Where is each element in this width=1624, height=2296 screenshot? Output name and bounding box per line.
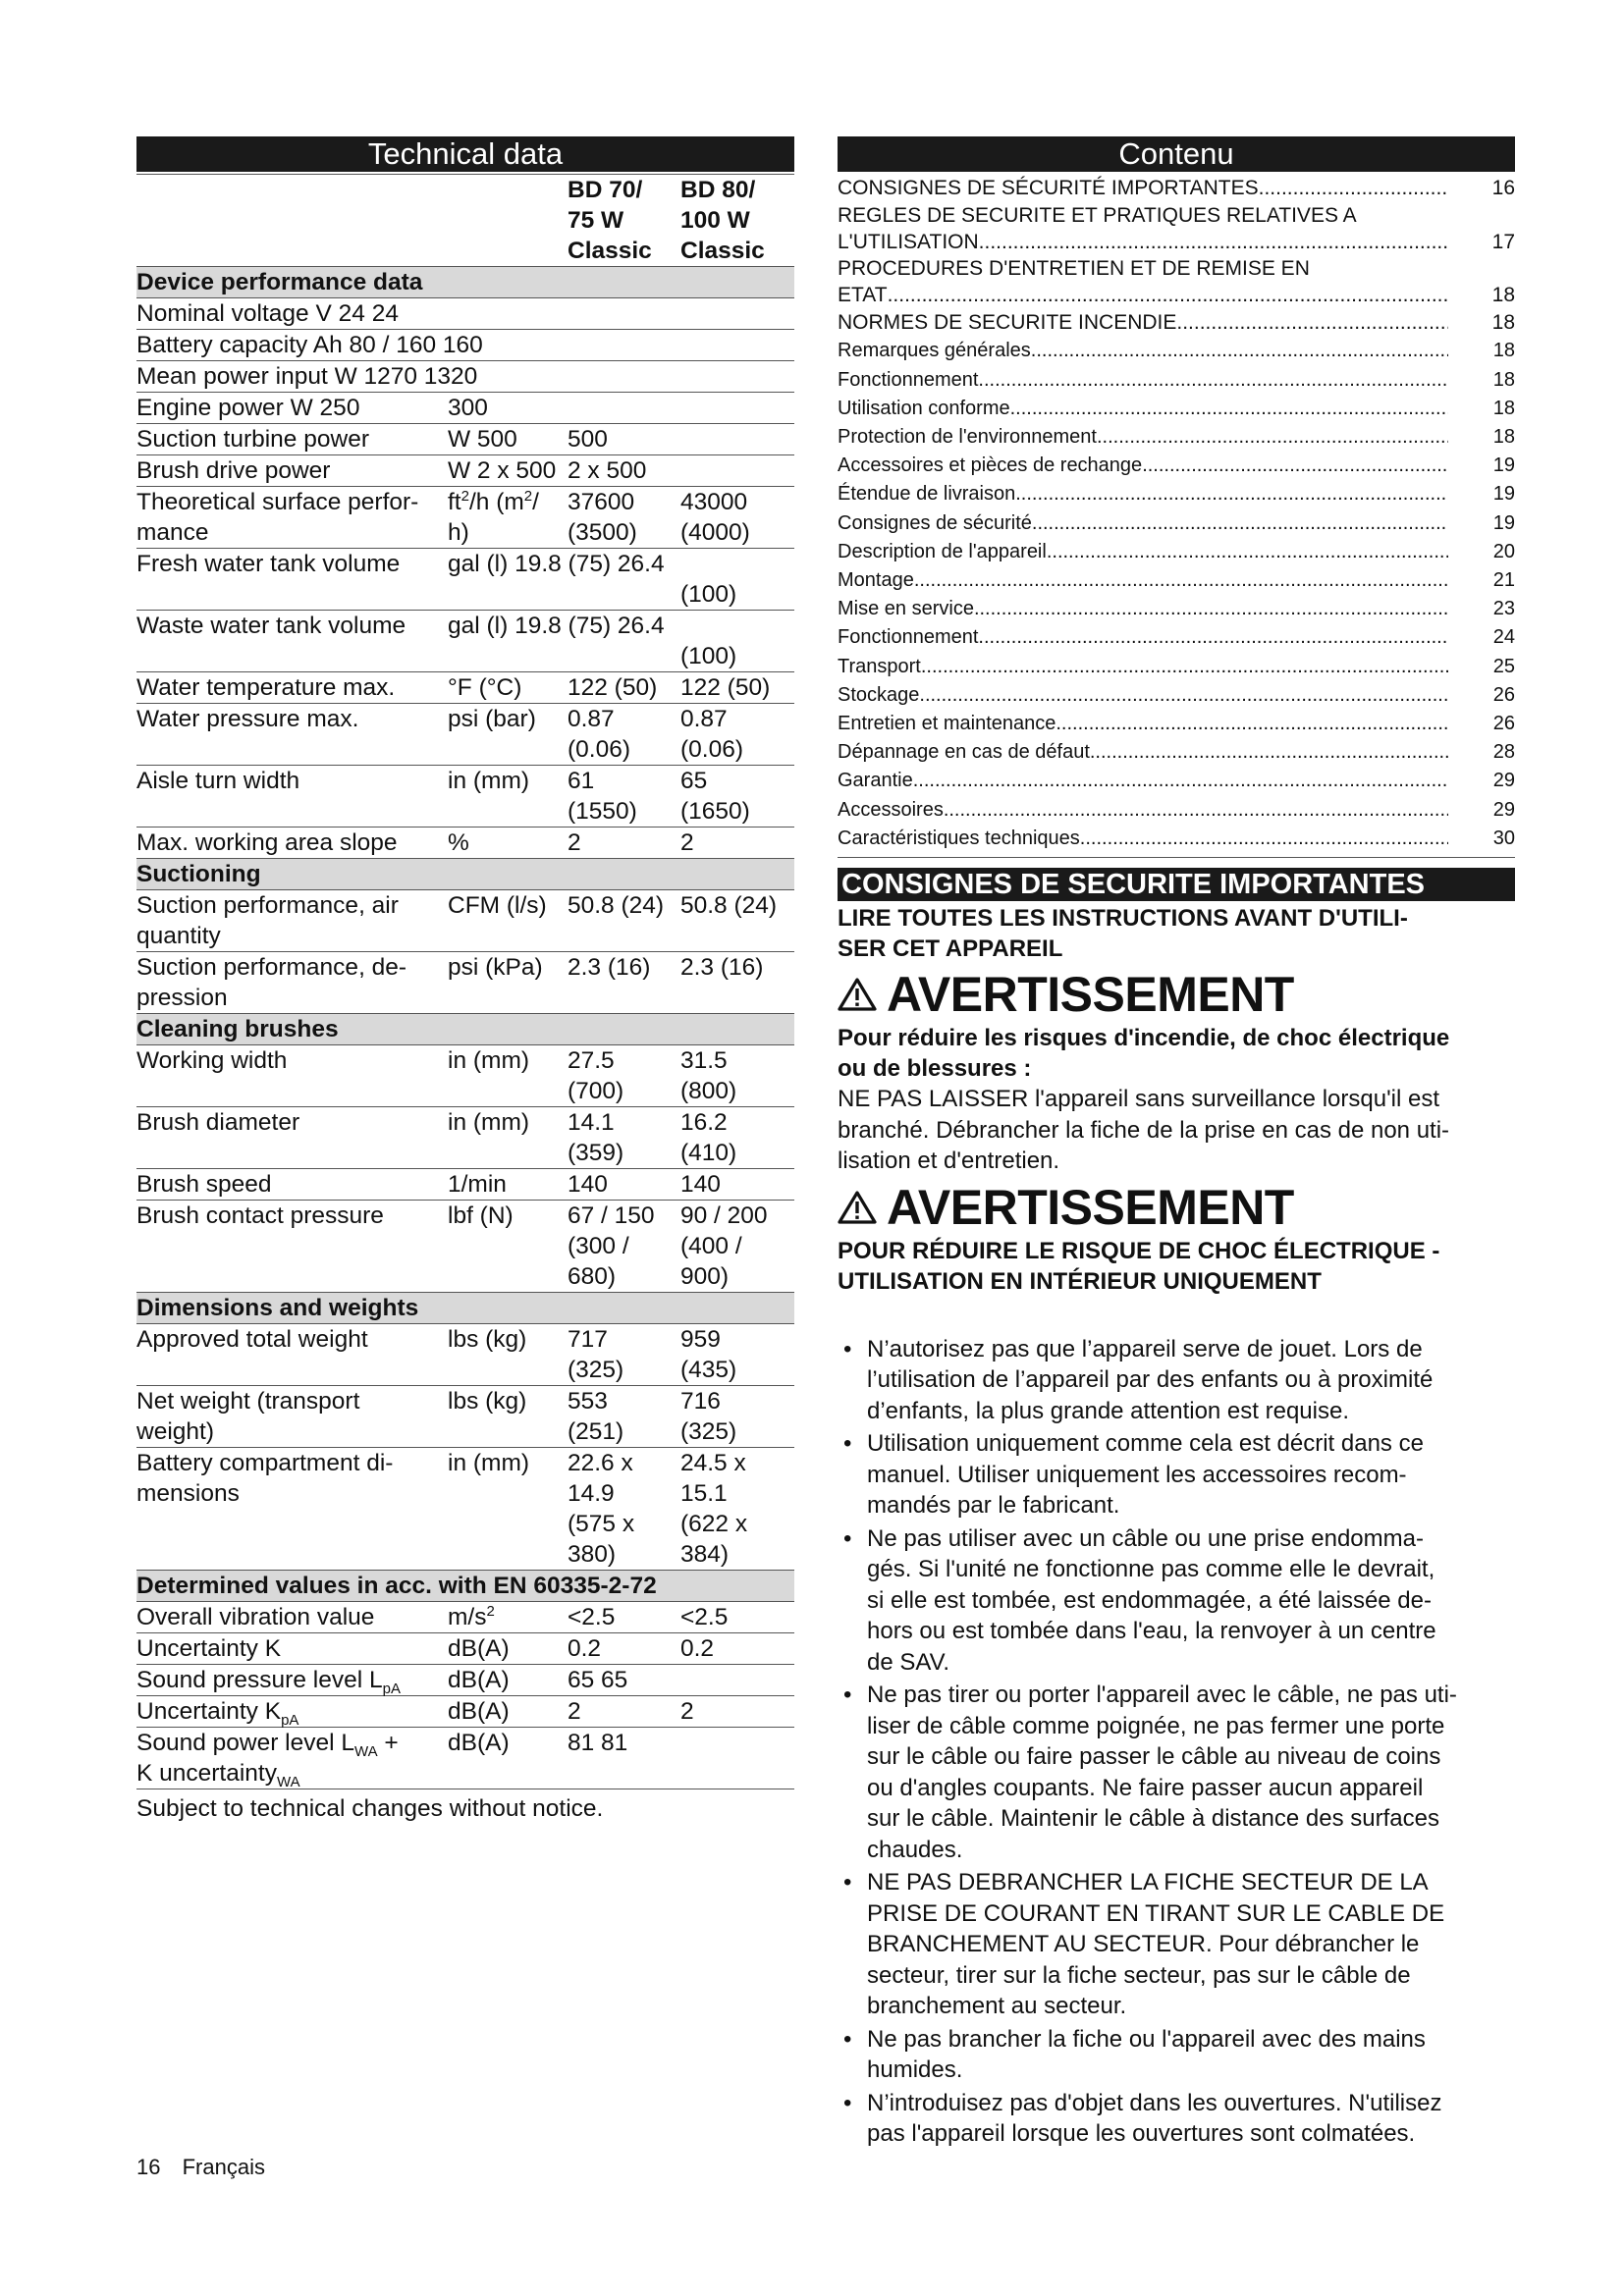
warning-title-2: AVERTISSEMENT: [887, 1179, 1294, 1235]
warning-1-text: NE PAS LAISSER l'appareil sans surveillance lorsqu'il est branché. Débrancher la fiche de la prise en cas de non uti- lisation et d'entretien.: [838, 1086, 1450, 1175]
spec-label: Max. working area slope: [136, 828, 448, 859]
toc-entry[interactable]: [838, 174, 1515, 202]
spec-value-bd80: 2: [680, 828, 794, 859]
toc-leader-dots: [914, 566, 1448, 595]
spec-value-bd80: 90 / 200 (400 / 900): [680, 1201, 794, 1293]
toc-entry[interactable]: [838, 566, 1515, 595]
spec-value-bd70: 61 (1550): [568, 766, 680, 828]
safety-bullet-text: N’introduisez pas d'objet dans les ouvertures. N'utilisez pas l'appareil lorsque les ouvertures sont colmatées.: [867, 2089, 1442, 2148]
spec-value-bd80: 24.5 x 15.1 (622 x 384): [680, 1448, 794, 1571]
toc-leader-dots: [1047, 538, 1448, 566]
spec-row: [136, 828, 794, 859]
spec-label: Sound power level $L_{WA}$ + K uncertainty$_{WA}$: [136, 1728, 448, 1789]
spec-section-row: [136, 1014, 794, 1045]
spec-value-bd80: 140: [680, 1169, 794, 1201]
toc-entry-title: [838, 595, 1448, 623]
toc-entry-text: Dépannage en cas de défaut: [838, 741, 1090, 764]
spec-row: [136, 1633, 794, 1665]
toc-entry[interactable]: [838, 202, 1515, 255]
spec-value-bd70: 140: [568, 1169, 680, 1201]
spec-value-bd70: 81 81: [568, 1728, 680, 1789]
spec-value-bd70: 14.1 (359): [568, 1107, 680, 1169]
spec-row: [136, 1728, 794, 1789]
spec-value-bd80: 16.2 (410): [680, 1107, 794, 1169]
spec-label: Overall vibration value: [136, 1602, 448, 1633]
toc-entry-text: Étendue de livraison: [838, 483, 1016, 506]
footer-language: Français: [182, 2155, 265, 2179]
read-instructions-lead: LIRE TOUTES LES INSTRUCTIONS AVANT D'UTILI- SER CET APPAREIL: [838, 905, 1408, 963]
toc-entry-title: [838, 480, 1448, 508]
spec-unit: W 500: [448, 424, 568, 455]
spec-section-title: Cleaning brushes: [136, 1014, 794, 1045]
toc-leader-dots: [1080, 825, 1448, 853]
spec-label: Brush diameter: [136, 1107, 448, 1169]
spec-value-bd70: 37600 (3500): [568, 487, 680, 549]
spec-value-bd80: 0.2: [680, 1633, 794, 1665]
spec-value-bd70: 22.6 x 14.9 (575 x 380): [568, 1448, 680, 1571]
toc-entry-page: 18: [1492, 397, 1515, 419]
toc-entry[interactable]: [838, 738, 1515, 767]
toc-entry-page: 19: [1492, 454, 1515, 477]
toc-leader-dots: [1032, 509, 1448, 538]
toc-entry[interactable]: [838, 337, 1515, 365]
toc-entry-title-line1: REGLES DE SECURITE ET PRATIQUES RELATIVES A: [838, 204, 1357, 228]
toc-leader-dots: [1031, 337, 1448, 365]
toc-entry[interactable]: [838, 595, 1515, 623]
toc-entry-title: [838, 796, 1448, 825]
spec-unit: CFM (l/s): [448, 890, 568, 952]
spec-section-title: Dimensions and weights: [136, 1293, 794, 1324]
spec-value-bd70: 2.3 (16): [568, 952, 680, 1014]
spec-label: Battery compartment di- mensions: [136, 1448, 448, 1571]
toc-entry-text: Caractéristiques techniques: [838, 827, 1080, 849]
toc-entry-text: Remarques générales: [838, 340, 1031, 362]
spec-row: [136, 424, 794, 455]
toc-entry-page: 21: [1492, 569, 1515, 592]
toc-leader-dots: [1142, 452, 1448, 480]
toc-entry-title: [838, 566, 1448, 595]
spec-unit: $ft^2/h$ ($m^2/$ h): [448, 487, 568, 549]
toc-entry-text: Accessoires et pièces de rechange: [838, 454, 1143, 477]
spec-label: Mean power input W 1270 1320: [136, 361, 794, 393]
toc-entry-page: 29: [1492, 770, 1515, 792]
safety-bullet-item: [838, 1428, 1515, 1522]
toc-entry-page: 20: [1492, 540, 1515, 562]
spec-value-bd70: 122 (50): [568, 672, 680, 704]
spec-label: Nominal voltage V 24 24: [136, 298, 794, 330]
warning-title-1: AVERTISSEMENT: [887, 967, 1294, 1023]
toc-entry-page: 28: [1492, 741, 1515, 764]
spec-label: Net weight (transport weight): [136, 1386, 448, 1448]
spec-row: [136, 890, 794, 952]
spec-section-row: [136, 1293, 794, 1324]
toc-entry-text: Utilisation conforme: [838, 397, 1010, 419]
safety-bullet-text: Ne pas utiliser avec un câble ou une prise endomma- gés. Si l'unité ne fonctionne pas comme elle le devrait, si elle est tombée, est endommagée, a été laissée de- hors ou est tombée dans l'eau, la renvoyer à un centre de SAV.: [867, 1524, 1436, 1676]
toc-leader-dots: [974, 595, 1448, 623]
page-number: 16: [136, 2155, 161, 2179]
spec-row: [136, 487, 794, 549]
spec-unit: in (mm): [448, 1045, 568, 1107]
spec-row: [136, 952, 794, 1014]
spec-label: Suction turbine power: [136, 424, 448, 455]
spec-value-bd70: 717 (325): [568, 1324, 680, 1386]
warning-2-lead: POUR RÉDUIRE LE RISQUE DE CHOC ÉLECTRIQUE - UTILISATION EN INTÉRIEUR UNIQUEMENT: [838, 1237, 1440, 1295]
spec-row: [136, 766, 794, 828]
toc-entry[interactable]: [838, 255, 1515, 308]
toc-entry-title: [838, 229, 1448, 255]
toc-entry-title: [838, 395, 1448, 423]
spec-label: Brush speed: [136, 1169, 448, 1201]
safety-bullet-item: [838, 1867, 1515, 2022]
toc-entry-text: Consignes de sécurité: [838, 511, 1032, 534]
spec-value-bd80: 2: [680, 1696, 794, 1728]
toc-entry-page: 25: [1492, 655, 1515, 677]
toc-leader-dots: [1010, 395, 1448, 423]
safety-bullet-text: Ne pas tirer ou porter l'appareil avec le câble, ne pas uti- liser de câble comme poignée, ne pas fermer une porte sur le câble ou faire passer le câble au niveau de coins ou d'angles coupants. Ne faire passer aucun appareil sur le câble. Maintenir le câble à distance des surfaces chaudes.: [867, 1682, 1457, 1863]
toc-entry-title-line1: PROCEDURES D'ENTRETIEN ET DE REMISE EN: [838, 257, 1310, 281]
spec-unit: %: [448, 828, 568, 859]
spec-label: Waste water tank volume: [136, 611, 448, 672]
spec-value-bd70: 553 (251): [568, 1386, 680, 1448]
page-footer: [136, 2155, 265, 2180]
spec-label: Engine power W 250: [136, 393, 448, 424]
spec-row: [136, 1696, 794, 1728]
spec-value-bd80: [680, 1728, 794, 1789]
spec-value-bd80: 716 (325): [680, 1386, 794, 1448]
safety-bullet-item: [838, 1680, 1515, 1865]
spec-label: Brush contact pressure: [136, 1201, 448, 1293]
spec-label: Fresh water tank volume: [136, 549, 448, 611]
spec-unit: dB(A): [448, 1633, 568, 1665]
toc-entry-text: Stockage: [838, 683, 920, 706]
spec-unit: lbf (N): [448, 1201, 568, 1293]
safety-bullet-text: Utilisation uniquement comme cela est décrit dans ce manuel. Utiliser uniquement les accessoires recom- mandés par le fabricant.: [867, 1430, 1424, 1520]
bullet-dot-icon: •: [843, 2089, 852, 2116]
toc-entry-title: [838, 653, 1448, 681]
toc-entry[interactable]: [838, 366, 1515, 395]
bullet-dot-icon: •: [843, 2025, 852, 2053]
spec-unit: psi (kPa): [448, 952, 568, 1014]
toc-entry-text: ETAT: [838, 284, 888, 307]
spec-row: [136, 1201, 794, 1293]
toc-leader-dots: [1097, 423, 1448, 452]
spec-value-bd80: 959 (435): [680, 1324, 794, 1386]
spec-row: [136, 1324, 794, 1386]
toc-entry-title: [838, 509, 1448, 538]
toc-leader-dots: [1015, 480, 1448, 508]
bullet-dot-icon: •: [843, 1524, 852, 1552]
spec-value-continuation: (100): [680, 643, 737, 669]
spec-value-bd80: 122 (50): [680, 672, 794, 704]
toc-entry-page: 29: [1492, 798, 1515, 821]
toc-entry-title: [838, 423, 1448, 452]
toc-entry-page: 19: [1492, 511, 1515, 534]
spec-unit-value-line: gal (l) 19.8 (75) 26.4: [448, 551, 665, 577]
spec-value-bd80: 50.8 (24): [680, 890, 794, 952]
spec-row: [136, 1045, 794, 1107]
toc-leader-dots: [978, 366, 1448, 395]
spec-section-title: Suctioning: [136, 859, 794, 890]
spec-value-bd70: 50.8 (24): [568, 890, 680, 952]
model-bd70-header: BD 70/ 75 W Classic: [568, 175, 680, 267]
spec-unit: in (mm): [448, 1448, 568, 1571]
toc-entry[interactable]: [838, 480, 1515, 508]
table-of-contents: [838, 174, 1515, 853]
spec-label: Suction performance, air quantity: [136, 890, 448, 952]
spec-unit: in (mm): [448, 1107, 568, 1169]
toc-entry-text: Transport: [838, 655, 921, 677]
toc-leader-dots: [913, 767, 1448, 795]
toc-entry-page: 23: [1492, 598, 1515, 620]
spec-value-bd70: 300: [448, 393, 794, 424]
toc-entry[interactable]: [838, 681, 1515, 710]
toc-entry-title: [838, 681, 1448, 710]
toc-entry-title: [838, 282, 1448, 308]
spec-unit: °F (°C): [448, 672, 568, 704]
spec-label: Brush drive power: [136, 455, 448, 487]
spec-row: [136, 1448, 794, 1571]
toc-entry-page: 16: [1491, 177, 1515, 199]
contents-header: Contenu: [838, 136, 1515, 172]
spec-unit: $m/s^2$: [448, 1602, 568, 1633]
toc-entry-page: 17: [1491, 231, 1515, 254]
spec-label: Water pressure max.: [136, 704, 448, 766]
spec-section-row: [136, 1571, 794, 1602]
toc-entry-title: [838, 623, 1448, 652]
spec-value-bd70: <2.5: [568, 1602, 680, 1633]
spec-unit: dB(A): [448, 1728, 568, 1789]
spec-value-bd70: 27.5 (700): [568, 1045, 680, 1107]
safety-bullet-item: [838, 1334, 1515, 1427]
spec-unit-values: [448, 611, 794, 672]
toc-leader-dots: [979, 229, 1448, 255]
toc-entry-text: Garantie: [838, 770, 913, 792]
spec-value-bd70: 65 65: [568, 1665, 680, 1696]
warning-triangle-icon: [838, 1190, 877, 1225]
spec-value-bd70: 67 / 150 (300 / 680): [568, 1201, 680, 1293]
spec-label: Suction performance, de- pression: [136, 952, 448, 1014]
spec-value-bd80: 2.3 (16): [680, 952, 794, 1014]
toc-leader-dots: [921, 653, 1448, 681]
spec-label: Uncertainty K: [136, 1633, 448, 1665]
spec-section-row: [136, 267, 794, 298]
spec-unit: dB(A): [448, 1696, 568, 1728]
toc-divider: [838, 853, 1515, 858]
toc-entry[interactable]: [838, 825, 1515, 853]
spec-row: [136, 1169, 794, 1201]
toc-entry[interactable]: [838, 653, 1515, 681]
spec-unit: W 2 x 500: [448, 455, 568, 487]
toc-entry-text: Fonctionnement: [838, 626, 979, 649]
toc-entry[interactable]: [838, 538, 1515, 566]
spec-value-bd80: 500: [568, 424, 794, 455]
spec-row: [136, 330, 794, 361]
spec-value-bd80: 31.5 (800): [680, 1045, 794, 1107]
safety-bullet-item: [838, 2088, 1515, 2150]
spec-section-row: [136, 859, 794, 890]
toc-entry-text: Description de l'appareil: [838, 540, 1047, 562]
contents-column: [838, 136, 1515, 2152]
spec-row: [136, 393, 794, 424]
toc-leader-dots: [978, 623, 1448, 652]
spec-label: Working width: [136, 1045, 448, 1107]
toc-entry-page: 26: [1492, 683, 1515, 706]
toc-leader-dots: [1259, 174, 1448, 202]
spec-label: Approved total weight: [136, 1324, 448, 1386]
bullet-dot-icon: •: [843, 1430, 852, 1458]
toc-entry-page: 18: [1491, 311, 1515, 335]
bullet-dot-icon: •: [843, 1682, 852, 1709]
toc-entry-page: 18: [1491, 284, 1515, 307]
spec-row: [136, 704, 794, 766]
spec-row: [136, 361, 794, 393]
spec-unit: dB(A): [448, 1665, 568, 1696]
safety-section-header: CONSIGNES DE SECURITE IMPORTANTES: [838, 868, 1515, 901]
spec-value-bd80: 65 (1650): [680, 766, 794, 828]
toc-entry[interactable]: [838, 452, 1515, 480]
safety-bullet-list: [838, 1334, 1515, 2150]
toc-entry-text: Fonctionnement: [838, 368, 979, 391]
toc-entry-title: [838, 337, 1448, 365]
toc-entry[interactable]: [838, 509, 1515, 538]
spec-row: [136, 1665, 794, 1696]
safety-bullet-item: [838, 2024, 1515, 2086]
toc-leader-dots: [1056, 710, 1448, 738]
spec-section-title: Determined values in acc. with EN 60335-2-72: [136, 1571, 794, 1602]
spec-value-bd80: [680, 1665, 794, 1696]
toc-entry-title: [838, 366, 1448, 395]
spec-row: [136, 611, 794, 672]
spec-unit: lbs (kg): [448, 1386, 568, 1448]
spec-row: [136, 298, 794, 330]
spec-label: Water temperature max.: [136, 672, 448, 704]
spec-row: [136, 549, 794, 611]
toc-entry-page: 18: [1492, 426, 1515, 449]
toc-entry-text: CONSIGNES DE SÉCURITÉ IMPORTANTES: [838, 177, 1259, 199]
safety-bullet-item: [838, 1523, 1515, 1679]
warning-triangle-icon: [838, 977, 877, 1012]
toc-entry-title: [838, 738, 1448, 767]
spec-label: Uncertainty $K_{pA}$: [136, 1696, 448, 1728]
toc-leader-dots: [1090, 738, 1448, 767]
toc-entry-title: [838, 308, 1448, 337]
safety-bullet-text: NE PAS DEBRANCHER LA FICHE SECTEUR DE LA PRISE DE COURANT EN TIRANT SUR LE CABLE DE BRANCHEMENT AU SECTEUR. Pour débrancher le secteur, tirer sur la fiche secteur, pas sur le câble de branchement au secteur.: [867, 1869, 1445, 2020]
spec-value-bd80: 43000 (4000): [680, 487, 794, 549]
model-bd80-header: BD 80/ 100 W Classic: [680, 175, 794, 267]
spec-label: Theoretical surface perfor- mance: [136, 487, 448, 549]
spec-value-bd70: 2: [568, 1696, 680, 1728]
spec-value-bd70: 0.87 (0.06): [568, 704, 680, 766]
spec-value-continuation: (100): [680, 581, 737, 608]
toc-entry-text: L'UTILISATION: [838, 231, 979, 254]
toc-entry-page: 24: [1492, 626, 1515, 649]
toc-entry-title: [838, 452, 1448, 480]
technical-data-table: [136, 174, 794, 1789]
toc-leader-dots: [919, 681, 1448, 710]
spec-label: Battery capacity Ah 80 / 160 160: [136, 330, 794, 361]
spec-label: Sound pressure level $L_{pA}$: [136, 1665, 448, 1696]
toc-leader-dots: [944, 796, 1448, 825]
technical-data-column: [136, 136, 794, 1824]
toc-entry-page: 18: [1492, 368, 1515, 391]
toc-entry-text: Accessoires: [838, 798, 944, 821]
toc-entry[interactable]: [838, 308, 1515, 337]
spec-unit: psi (bar): [448, 704, 568, 766]
spec-unit-value-line: gal (l) 19.8 (75) 26.4: [448, 613, 665, 639]
warning-1-lead: Pour réduire les risques d'incendie, de choc électrique ou de blessures :: [838, 1025, 1450, 1083]
spec-row: [136, 455, 794, 487]
toc-entry-title: [838, 767, 1448, 795]
toc-entry[interactable]: [838, 710, 1515, 738]
toc-entry-page: 18: [1492, 340, 1515, 362]
spec-value-bd70: 2: [568, 828, 680, 859]
spec-value-bd80: 2 x 500: [568, 455, 794, 487]
toc-entry[interactable]: [838, 395, 1515, 423]
toc-entry-title: [838, 538, 1448, 566]
spec-row: [136, 1602, 794, 1633]
toc-entry[interactable]: [838, 623, 1515, 652]
spec-value-bd80: 0.87 (0.06): [680, 704, 794, 766]
spec-row: [136, 672, 794, 704]
spec-unit-values: [448, 549, 794, 611]
spec-value-bd80: <2.5: [680, 1602, 794, 1633]
toc-entry-text: Entretien et maintenance: [838, 713, 1056, 735]
toc-leader-dots: [1176, 308, 1448, 337]
safety-bullet-text: Ne pas brancher la fiche ou l'appareil avec des mains humides.: [867, 2025, 1426, 2084]
spec-row: [136, 1107, 794, 1169]
warning-heading-1: [838, 966, 1515, 1023]
toc-entry-text: Mise en service: [838, 598, 974, 620]
technical-changes-note: Subject to technical changes without notice.: [136, 1795, 604, 1822]
bullet-dot-icon: •: [843, 1335, 852, 1362]
toc-entry-title: [838, 825, 1448, 853]
technical-data-header: Technical data: [136, 136, 794, 172]
spec-label: Aisle turn width: [136, 766, 448, 828]
spec-value-bd70: 0.2: [568, 1633, 680, 1665]
toc-entry-page: 30: [1492, 827, 1515, 849]
spec-unit: lbs (kg): [448, 1324, 568, 1386]
toc-entry[interactable]: [838, 796, 1515, 825]
toc-entry-text: NORMES DE SECURITE INCENDIE: [838, 311, 1177, 335]
toc-leader-dots: [888, 282, 1448, 308]
warning-heading-2: [838, 1179, 1515, 1236]
toc-entry-text: Protection de l'environnement: [838, 426, 1097, 449]
safety-bullet-text: N’autorisez pas que l’appareil serve de jouet. Lors de l’utilisation de l’appareil par des enfants ou à proximité d’enfants, la plus grande attention est requise.: [867, 1335, 1434, 1424]
toc-entry[interactable]: [838, 423, 1515, 452]
spec-unit: in (mm): [448, 766, 568, 828]
spec-section-title: Device performance data: [136, 267, 794, 298]
toc-entry-title: [838, 174, 1448, 202]
toc-entry-text: Montage: [838, 569, 914, 592]
spec-unit: 1/min: [448, 1169, 568, 1201]
toc-entry-title: [838, 710, 1448, 738]
toc-entry-page: 19: [1492, 483, 1515, 506]
toc-entry[interactable]: [838, 767, 1515, 795]
model-header-row: [136, 175, 794, 267]
toc-entry-page: 26: [1492, 713, 1515, 735]
spec-row: [136, 1386, 794, 1448]
bullet-dot-icon: •: [843, 1869, 852, 1896]
